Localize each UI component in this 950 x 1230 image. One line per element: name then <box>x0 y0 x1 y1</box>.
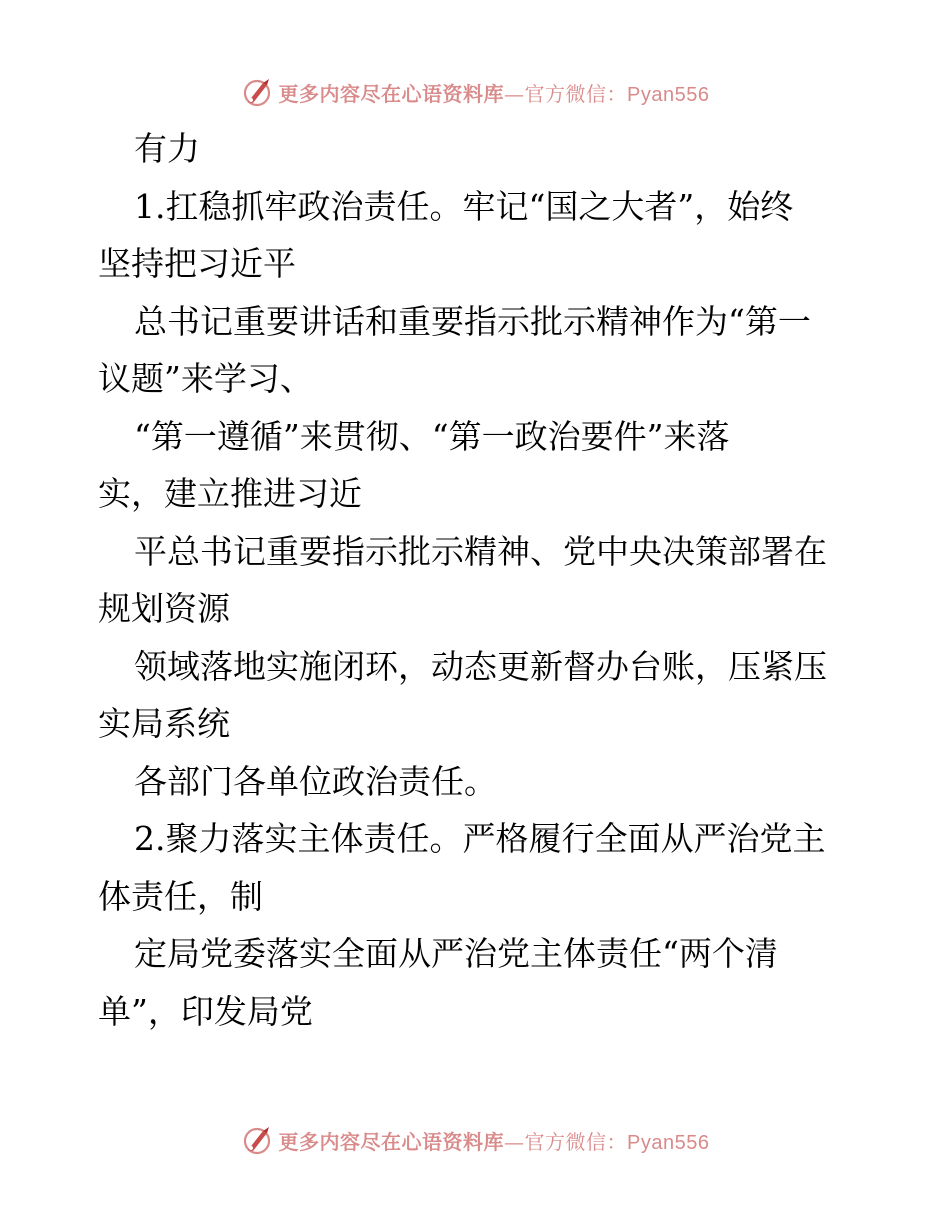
footer-separator: — <box>504 1129 525 1154</box>
body-line: 坚持把习近平 <box>98 244 296 283</box>
header-site-name: 更多内容尽在心语资料库 <box>278 81 505 106</box>
body-line: 各部门各单位政治责任。 <box>134 761 497 801</box>
body-line: 议题”来学习、 <box>98 359 313 398</box>
header-wechat-label: 官方微信： <box>524 81 628 106</box>
footer-site-name: 更多内容尽在心语资料库 <box>278 1129 505 1154</box>
footer-watermark-text <box>279 1126 710 1155</box>
body-line: 总书记重要讲话和重要指示批示精神作为“第一 <box>134 301 811 341</box>
body-line: 单”，印发局党 <box>98 991 313 1031</box>
footer-wechat-handle: Pyan556 <box>627 1131 710 1154</box>
body-line: 有力 <box>134 129 200 168</box>
footer-wechat-label: 官方微信： <box>524 1129 628 1154</box>
header-wechat-handle: Pyan556 <box>627 83 710 106</box>
body-line: 实，建立推进习近 <box>98 474 362 513</box>
document-body <box>98 120 858 1040</box>
header-separator: — <box>504 81 525 106</box>
body-line: 领域落地实施闭环，动态更新督办台账，压紧压 <box>134 646 827 686</box>
body-line: “第一遵循”来贯彻、“第一政治要件”来落 <box>134 416 730 456</box>
body-line: 2.聚力落实主体责任。严格履行全面从严治党主 <box>134 819 826 858</box>
body-line: 1.扛稳抓牢政治责任。牢记“国之大者”，始终 <box>134 186 794 226</box>
body-line: 实局系统 <box>98 704 230 743</box>
body-line: 平总书记重要指示批示精神、党中央决策部署在 <box>134 531 827 571</box>
body-line: 定局党委落实全面从严治党主体责任“两个清 <box>134 934 778 973</box>
body-line: 规划资源 <box>98 589 230 628</box>
header-watermark-banner <box>0 72 950 112</box>
header-watermark-text <box>279 78 710 107</box>
body-line: 体责任，制 <box>98 876 263 916</box>
quill-pen-logo-icon <box>241 76 273 108</box>
footer-watermark-banner <box>0 1120 950 1160</box>
quill-pen-logo-icon <box>241 1124 273 1156</box>
